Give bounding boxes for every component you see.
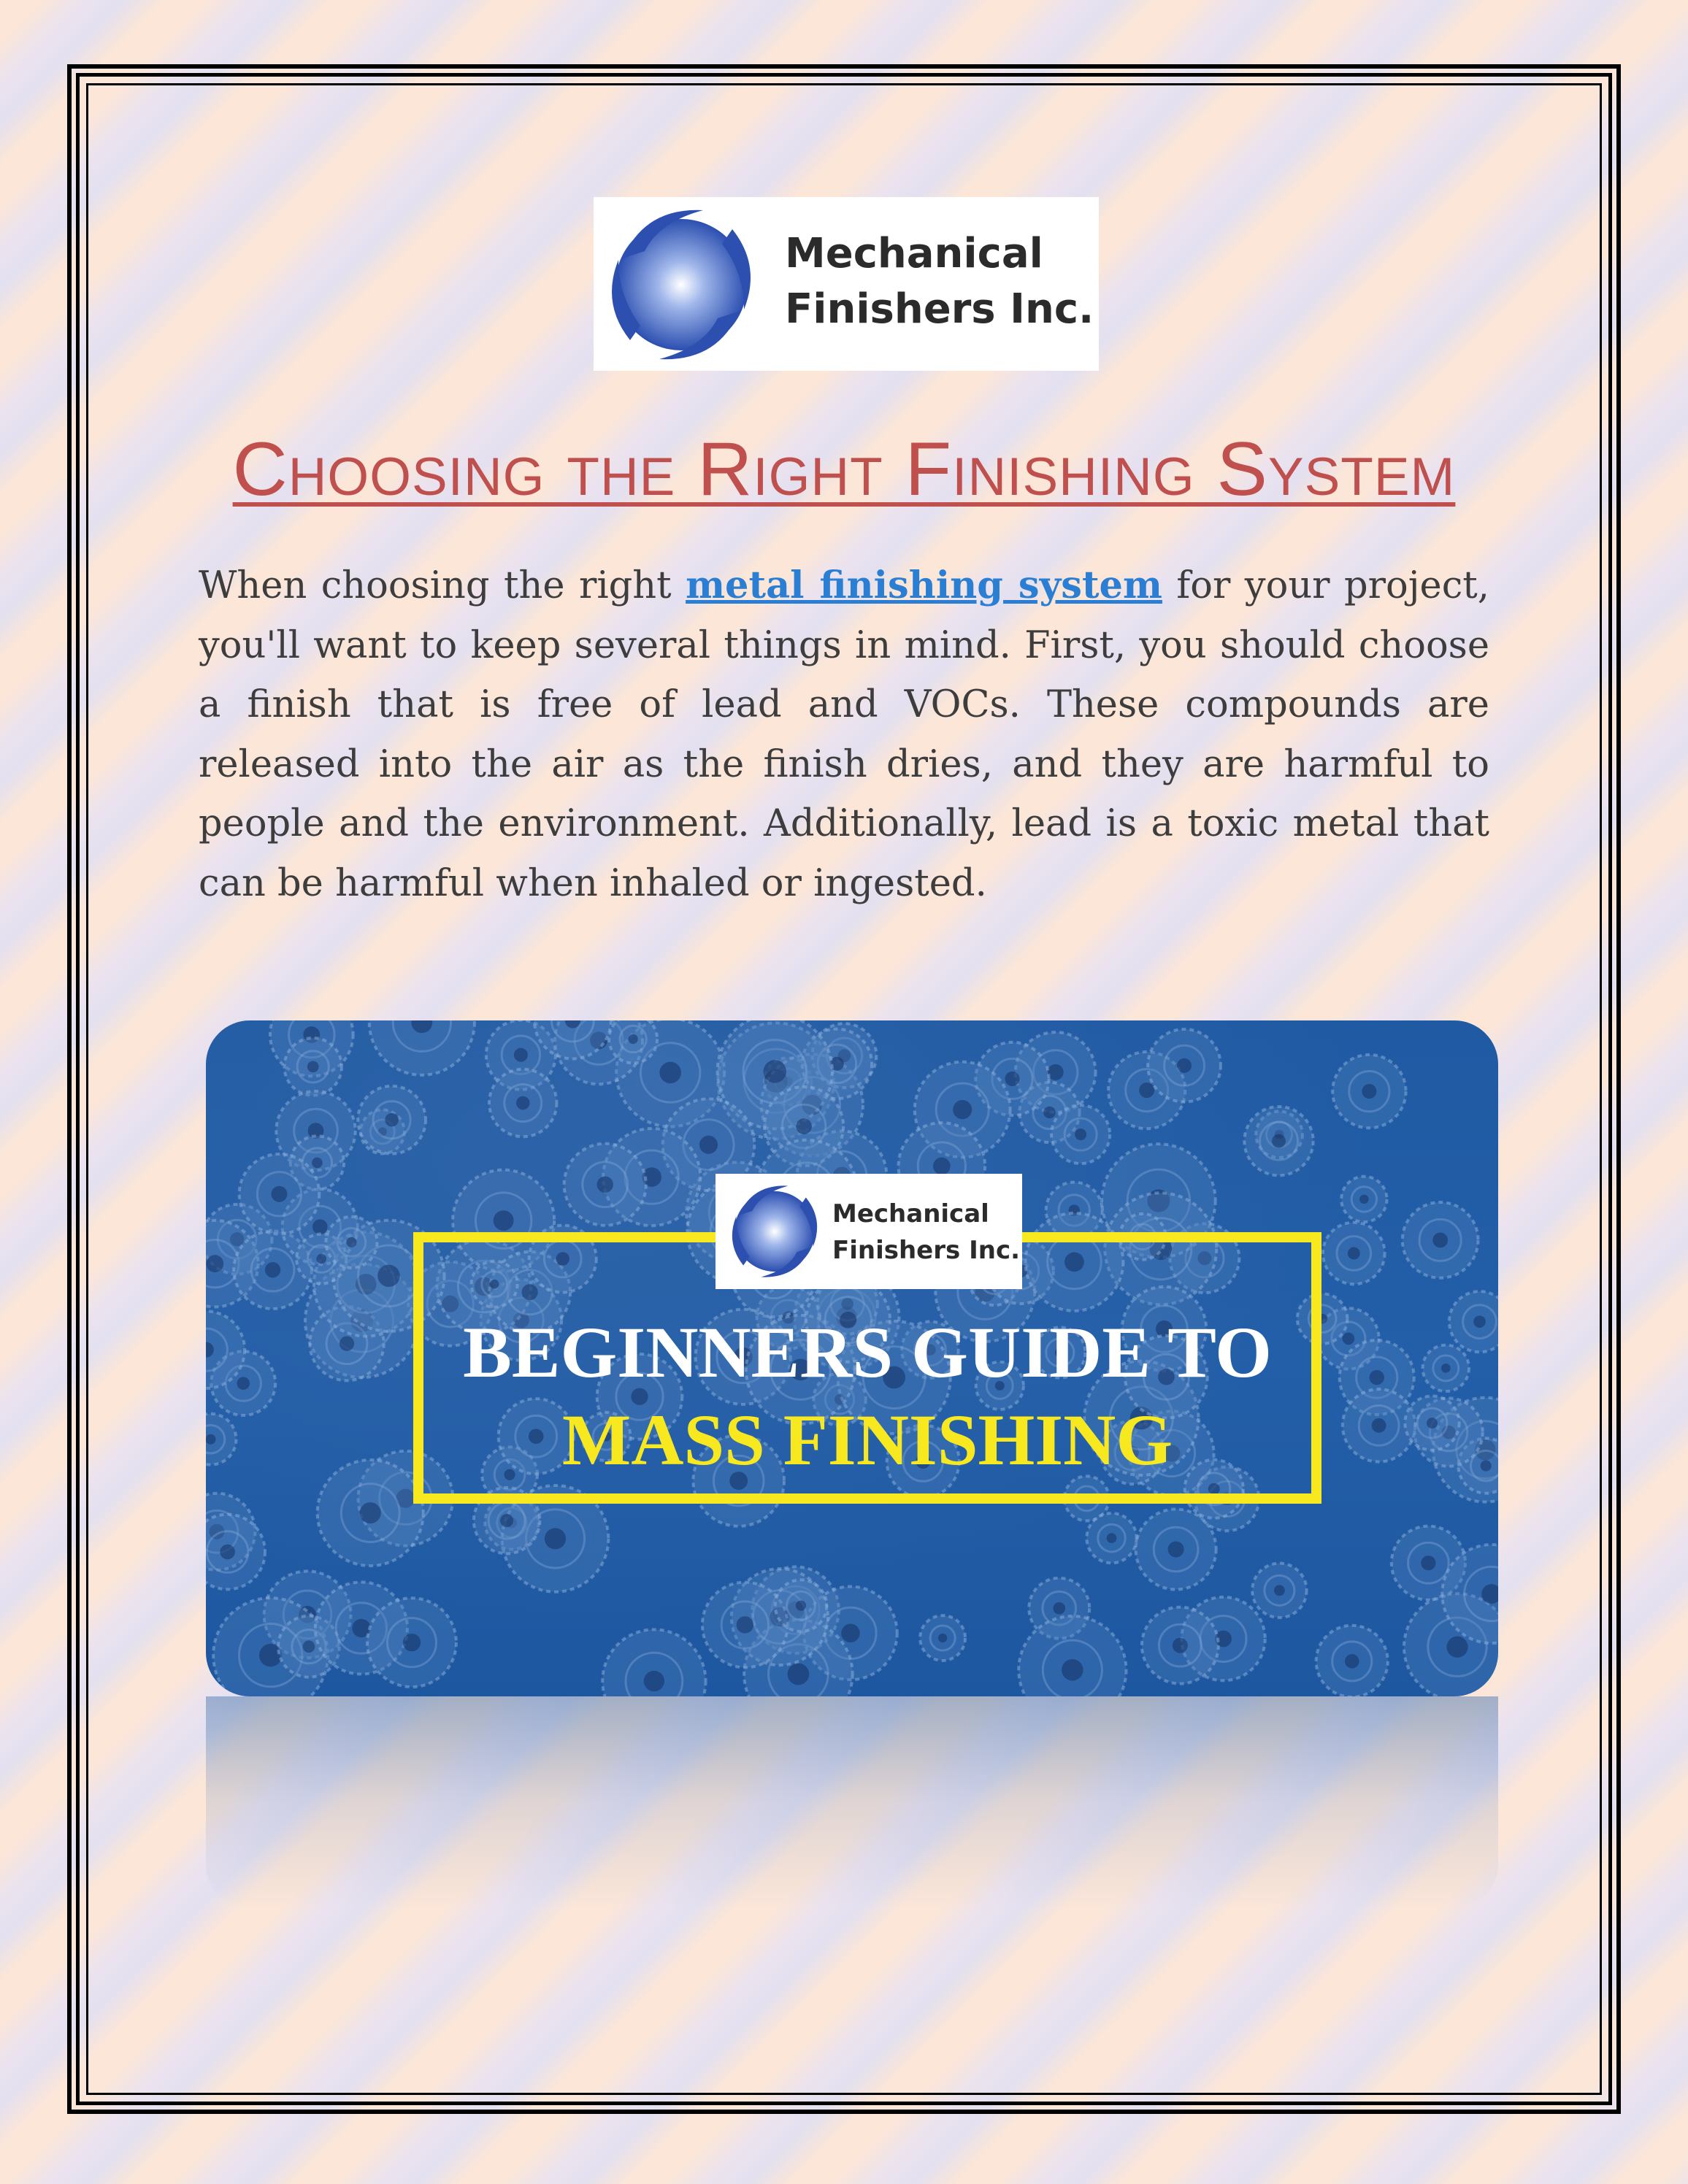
gear-part: [1423, 1345, 1470, 1392]
metal-finishing-system-link[interactable]: metal finishing system: [686, 564, 1162, 607]
company-logo: [594, 197, 1099, 371]
gear-part: [489, 1069, 557, 1137]
gear-part: [1332, 1055, 1405, 1128]
page-title: Choosing the Right Finishing System: [232, 427, 1456, 512]
hero-headline-line1: BEGINNERS GUIDE TO: [463, 1312, 1272, 1393]
gear-part: [358, 1086, 426, 1154]
gear-part: [564, 1144, 646, 1226]
logo-wordmark: [785, 226, 1094, 337]
gear-part: [1449, 1291, 1498, 1352]
gear-part: [702, 1583, 788, 1668]
gear-part: [1405, 1396, 1459, 1450]
gear-part: [326, 1217, 377, 1268]
gear-part: [1086, 1513, 1136, 1563]
swirl-logo-icon: [594, 200, 769, 369]
gear-part: [1403, 1202, 1478, 1278]
gear-part: [1148, 1029, 1221, 1102]
gear-part: [920, 1615, 965, 1661]
logo-name-line2: Finishers Inc.: [785, 285, 1094, 333]
gear-part: [1316, 1626, 1388, 1696]
gear-part: [1142, 1607, 1219, 1684]
gear-part: [1244, 1107, 1313, 1175]
gear-part: [1323, 1223, 1385, 1285]
paragraph-body-text: for your project, you'll want to keep several things in mind. First, you should choose a finish that is free of lead and VOCs. These compounds are released into the air as the finish dries, and they are harmful to people and the environment. Additionally, lead is a toxic metal that can be harmful when inhaled or ingested.: [199, 564, 1489, 905]
gear-part: [1341, 1177, 1386, 1222]
hero-reflection: [206, 1696, 1498, 1908]
hero-logo-line2: Finishers Inc.: [832, 1236, 1021, 1265]
gear-part: [775, 1580, 827, 1631]
gear-part: [1252, 1564, 1307, 1618]
gear-part: [369, 1020, 475, 1075]
logo-name-line1: Mechanical: [785, 230, 1043, 277]
gear-part: [284, 1038, 342, 1096]
hero-logo-wordmark: [832, 1196, 1020, 1269]
gear-part: [602, 1629, 705, 1696]
hero-headline-line2: MASS FINISHING: [561, 1399, 1173, 1480]
hero-logo-line1: Mechanical: [832, 1199, 989, 1228]
gear-part: [206, 1414, 237, 1465]
hero-banner-image: [206, 1020, 1498, 1696]
hero-swirl-logo-icon: [720, 1180, 829, 1283]
intro-paragraph: [199, 556, 1489, 913]
paragraph-lead-text: When choosing the right: [199, 564, 686, 607]
gear-part: [318, 1460, 423, 1566]
gear-part: [1051, 1105, 1110, 1164]
gear-part: [239, 1154, 320, 1234]
hero-company-logo: [716, 1174, 1022, 1289]
gear-part: [367, 1598, 456, 1687]
gear-part: [206, 1515, 265, 1590]
